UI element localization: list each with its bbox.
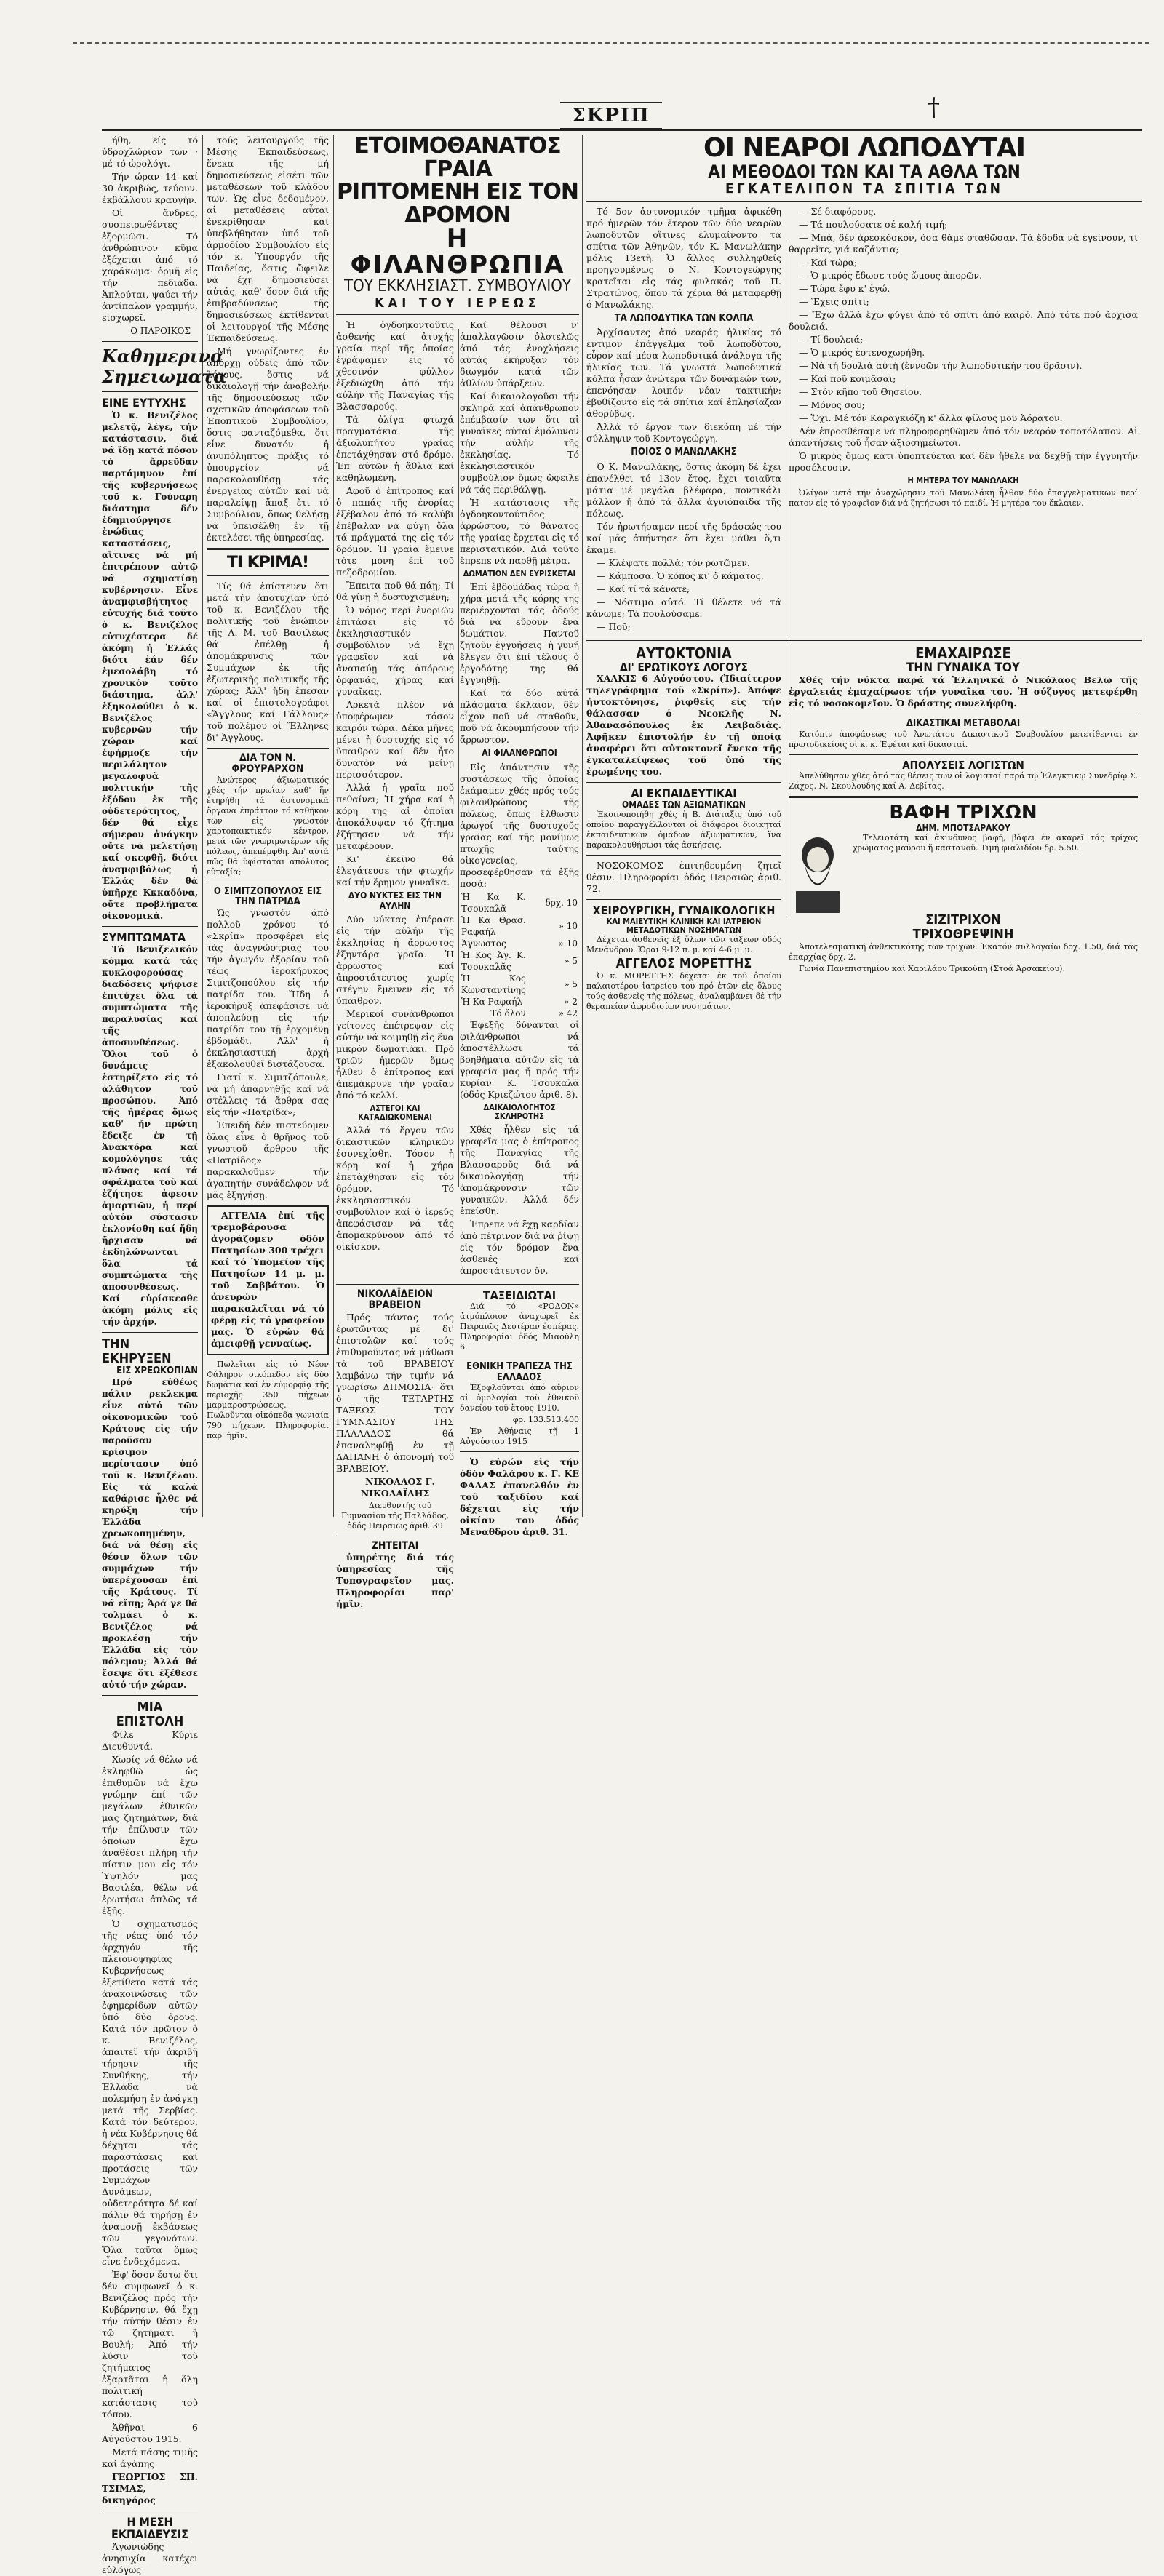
donation-row <box>460 914 579 938</box>
dialog-line: — Τώρα ἔφυ κ' ἐγώ. <box>799 283 890 295</box>
article-body: Ἐπειδή δέν πιστεύομεν ὅλας εἶνε ὁ θρῆνος τοῦ γνωστοῦ ἄρθρου τῆς «Πατρίδος» παρακαλοῦμεν τήν ἀγαπητήν συνάδελφον νά μᾶς ἐξηγήσῃ. <box>207 1120 329 1201</box>
intro-paragraph: Οἱ ἄνδρες, συσπειρωθέντες ἐξορμῶσι. Τό ἀνθρώπινον κῦμα ἐξέχεται ἀπό τό χαράκωμα· ὁρμῆ εἰς τήν πεδιάδα. Ἀπλούται, ψαύει τήν ἀντίπαλον γραμμήν, εἰσχωρεῖ. <box>102 207 198 323</box>
article-body: Εἰς ἀπάντησιν τῆς συστάσεως τῆς ὁποίας ἐκάμαμεν χθές πρός τούς φιλανθρώπους τῆς πόλεως, ὅπως ἔλθωσιν ἀρωγοί τῆς δυστυχοῦς γραίας καί τῆς μονίμως πτωχῆς ταύτης οἰκογενείας, προσεφέρθησαν τά ἑξῆς ποσά: <box>460 761 579 889</box>
total-label: Τό ὅλον <box>490 1008 526 1018</box>
dialog-line: — Μόνος σου; <box>799 399 865 411</box>
donation-row <box>460 949 579 973</box>
ad-subtitle: ΔΗΜ. ΜΠΟΤΣΑΡΑΚΟΥ <box>916 822 1010 833</box>
travel-bank-notices <box>460 1289 579 1611</box>
article-headline: ΑΠΟΛΥΣΕΙΣ ΛΟΓΙΣΤΩΝ <box>902 758 1024 772</box>
article-headline: ΕΜΑΧΑΙΡΩΣΕ <box>915 644 1011 662</box>
article-body: Καί θέλουσι ν' ἀπαλλαγῶσιν ὁλοτελῶς ἀπό τάς ἐνοχλήσεις αὐτάς ἐκήρυξαν τόν διωγμόν κατά τῶν ἀθλίων ὑπάρξεων. <box>460 319 579 389</box>
divider <box>789 796 1138 798</box>
divider <box>789 754 1138 755</box>
article-headline: ΕΙΝΕ ΕΥΤΥΧΗΣ <box>102 396 186 410</box>
wanted-title: ΖΗΤΕΙΤΑΙ <box>371 1539 419 1552</box>
subheading: ΔΥΟ ΝΥΚΤΕΣ ΕΙΣ ΤΗΝ ΑΥΛΗΝ <box>348 890 442 911</box>
column-2 <box>207 135 329 1517</box>
article-body: Τό 5ον ἀστυνομικόν τμῆμα ἀφικέθη πρό ἡμερῶν τόν ἕτερον τῶν δύο νεαρῶν λωποδυτῶν οἵτινες ἐλυμαίνοντο τά σπίτια τῶν Ἀθηνῶν, τόν Κ. Μανωλάκην μόλις 13ετῆ. Ὁ ἄλλος συλληφθείς προηγουμένως ὁ Ν. Κοντογεώργης κρατεῖται εἰς τάς φυλακάς τοῦ Π. Στρατώνος, ὅπου τά χέρια θά μεταφερθῇ ὁ Μανωλάκης. <box>586 206 781 311</box>
dialog-line: — Καί ποῦ κοιμᾶσαι; <box>799 373 896 385</box>
ad-body: Ὁ κ. ΜΟΡΕΤΤΗΣ δέχεται ἐκ τοῦ ὁποίου παλαιοτέρου ἰατρείου του πρό ἐτῶν εἰς ὅλους τούς ἀσθενεῖς τῆς πόλεως, ἀναλαμβάνει δέ τήν θεραπείαν ἀφροδισίων νοσημάτων. <box>586 970 781 1011</box>
dialog-line: — Τά πουλούσατε σέ καλή τιμή; <box>799 219 948 231</box>
dialog-line: — Νά τή δουλιά αὐτή (ἐννοῶν τήν λωποδυτικήν του δρᾶσιν). <box>799 360 1083 372</box>
classified-ad: Πωλεῖται εἰς τό Νέον Φάληρον οἰκόπεδον εἰς δύο δωμάτια καί ἐν εὐμορφίᾳ τῆς περιοχῆς 350 πήχεων μαρμαροστρώσεως. Πωλοῦνται οἰκόπεδα γωνιαία 790 πήχεων. Πληροφορίαι παρ' ἡμῖν. <box>207 1360 329 1441</box>
letter-signature: ΓΕΩΡΓΙΟΣ ΣΠ. ΤΣΙΜΑΣ, δικηγόρος <box>102 2471 198 2505</box>
article-body: Τόν ἠρωτήσαμεν περί τῆς δράσεώς του καί μᾶς ἀπήντησε ὅτι ἔχει μάθει ὅ,τι ἔκαμε. <box>586 520 781 555</box>
article-body: Ἐφεξῆς δύνανται οἱ φιλάνθρωποι νά ἀποστέλλωσι τά βοηθήματα αὐτῶν εἰς τά γραφεία μας ἤ πρός τήν κυρίαν Κ. Τσουκαλᾶ (ὁδός Κριεζώτου ἀριθ. 8). <box>460 1018 579 1100</box>
article-body: Ἀνώτερος ἀξιωματικός χθές τήν πρωΐαν καθ' ἥν ἐτηρήθη τά ἀστυνομικά ὄργανα ἐπράττον τό καθῆκον των εἰς γνωστόν χαρτοπαικτικόν κέντρον, μετά τῶν γνωριμωτέρων τῆς πόλεως, ἀπεπέμφθη. Ἀπ' αὐτά πῶς θά ὑφίσταται ἀπόλυτος εὐταξία; <box>207 775 329 877</box>
dialog-line: — Στόν κῆπο τοῦ Θησείου. <box>799 386 922 398</box>
news-row <box>586 645 1142 1013</box>
letter-greeting: Φίλε Κύριε Διευθυντά, <box>102 1728 198 1752</box>
article-body: Τά ὀλίγα φτωχά πραγματάκια τῆς ἀξιολυπήτου γραίας ἐπετάχθησαν στό δρόμο. Ἐπ' αὐτῶν ἡ ἄθλια καί καθηλωμένη. <box>336 414 454 484</box>
story-right <box>789 206 1138 634</box>
dialog-line: — Ὄχι. Μέ τόν Καραγκιόζη κ' ἄλλα φίλους μου Ἀόρατον. <box>799 412 1063 424</box>
article-body: Ἔπειτα ποῦ θά πάῃ; Τί θά γίνῃ ἡ δυστυχισμένη; <box>336 580 454 603</box>
ad-title: ΧΕΙΡΟΥΡΓΙΚΗ, ΓΥΝΑΙΚΟΛΟΓΙΚΗ <box>592 903 776 917</box>
ad-body: Ἀποτελεσματική ἀνθεκτικότης τῶν τριχῶν. Ἐκατόν συλλογαίω δρχ. 1.50, διά τάς ἐπαρχίας δρχ. 2. <box>789 941 1138 962</box>
article-body: Χθές τήν νύκτα παρά τά Ἑλληνικά ὁ Νικόλαος Βελω τῆς ἐργαλειάς ἐμαχαίρωσε τήν γυναῖκα του. Ἡ σύζυγος μετεφέρθη εἰς τό νοσοκομεῖον. Ὁ δράστης συνελήφθη. <box>789 674 1138 709</box>
divider <box>586 855 781 856</box>
article-body: Ἐκοινοποιήθη χθές ἡ Β. Διάταξις ὑπό τοῦ ὁποίου παραγγέλλονται οἱ διάφοροι διοικηταί ἐκπαιδευτικῶν ὁμάδων ἀξιωματικῶν, ἵνα παρακολουθήσωσι τάς ἀσκήσεις. <box>586 809 781 850</box>
suicide-story <box>586 645 781 1013</box>
notice-signature-detail: Διευθυντής τοῦ Γυμνασίου τῆς Παλλάδος, ὁδός Πειραιῶς ἀριθ. 39 <box>341 1500 449 1531</box>
donation-amount: » 5 <box>564 978 578 989</box>
article-body: Ἐπί ἑβδομάδας τώρα ἡ χήρα μετά τῆς κόρης της περιέρχονται τάς ὁδούς διά νά εὕρουν ἕνα δωμάτιον. Παντοῦ ζητοῦν ἐγγυήσεις· ἡ γυνή ἔλεγεν ὅτι ἐπί τέλους ὁ ἐργοδότης της θά ἐγγυηθῇ. <box>460 581 579 686</box>
article-body: Δύο νύκτας ἐπέρασε εἰς τήν αὐλήν τῆς ἐκκλησίας ἡ ἄρρωστος ἐξηντάρα γραῖα. Ἡ ἄρρωστος καί ἀπροστάτευτος χωρίς στέγην ἔμεινεν εἰς τό ὕπαιθρον. <box>336 913 454 1006</box>
article-headline: ΤΙ ΚΡΙΜΑ! <box>226 554 309 572</box>
article-headline: ΜΙΑ ΕΠΙΣΤΟΛΗ <box>116 1699 184 1729</box>
dialog-line: — Ποῦ; <box>597 621 631 632</box>
article-subheadline: ΔΙ' ΕΡΩΤΙΚΟΥΣ ΛΟΓΟΥΣ <box>620 660 748 674</box>
letter-date: Ἀθῆναι 6 Αὐγούστου 1915. <box>102 2421 198 2444</box>
article-body: Ὁ νόμος περί ἐνοριῶν ἐπιτάσει εἰς τό ἐκκλησιαστικόν συμβούλιον νά ἔχῃ γραφεῖον καί νά ἀναπαύῃ τάς ἀπόρους ὀρφανάς, χήρας καί γυναῖκας. <box>336 605 454 698</box>
column-divider <box>333 135 334 1517</box>
article-body: Ἡ κατάστασις τῆς ὀγδοηκοντούτιδος ἀρρώστου, τό θάνατος τῆς γραίας ἔρχεται εἰς τό περιστατικόν. Διά τοῦτο ἔπρεπε νά παρθῇ μέτρα. <box>460 497 579 567</box>
article-body: Ὁ Κ. Μανωλάκης, ὅστις ἀκόμη δέ ἔχει ἐπανέλθει τό 13ον ἔτος, ἔχει τοιαῦτα μάτια μέ μεγάλα βλέφαρα, ποντικάλι μάλλον ἤ ἀπό τά ἄλλα ἀγυιόπαιδα τῆς πόλεως. <box>586 460 781 519</box>
donations-total-row <box>460 1008 579 1019</box>
article-body: Ὡς γνωστόν ἀπό πολλοῦ χρόνου τό «Σκρίπ» προσφέρει εἰς τάς ἀναγνώστριας του τήν ἀγωγόν ἐξορίαν τοῦ τέως ἱεροκήρυκος Σιμιτζοπούλου εἰς τήν πατρίδα του. Ἤδη ὁ ἱεροκήρυξ ἀπεφάσισε νά ἀποπλεύσῃ εἰς τήν πατρίδα του τῇ ἐρχομένῃ ἑβδομάδι. Ἀλλ' ἡ ἐκκλησιαστική ἀρχή ἐξακολουθεῖ διστάζουσα. <box>207 907 329 1070</box>
notice-body: Διά τό «ΡΟΔΟΝ» ἀτμόπλοιον ἀναχωρεῖ ἐκ Πειραιῶς Δευτέραν ἑσπέρας. Πληροφορίαι ὁδός Μιαούλη 6. <box>460 1301 579 1352</box>
interview-dialog <box>789 206 1138 424</box>
left-subcolumn <box>336 319 454 1277</box>
story-subcolumns <box>586 206 1142 634</box>
divider <box>102 391 198 392</box>
intro-paragraph: ήθη, είς τό ὑδροχλώριον των · μέ τό ὡρολόγι. <box>102 135 198 169</box>
article-body: Χθές ἦλθεν εἰς τά γραφεῖα μας ὁ ἐπίτροπος τῆς Παναγίας τῆς Βλασσαροῦς διά νά δικαιολογήσῃ τήν ἀπομάκρυνσιν τῶν γυναικῶν. Ἀλλά δέν ἐπείσθη. <box>460 1123 579 1216</box>
classified-ad: ΝΟΣΟΚΟΜΟΣ ἐπιτηδευμένη ζητεῖ θέσιν. Πληροφορίαι ὁδός Πειραιῶς ἀριθ. 72. <box>586 859 781 894</box>
dialog-line: — Καί τί τά κάνατε; <box>597 583 690 594</box>
article-body: Ἀρχίσαντες ἀπό νεαράς ἡλικίας τό ἐντιμον ἐπάγγελμα τοῦ λωποδύτου, εὗρον καί μέσα λωποδυτικά ἀνάλογα τῆς ἡλικίας των. Τά γνωστά λωποδυτικά κόλπα ἦσαν ἀνώτερα τῶν δυνάμεών των, ἐπενόησαν λοιπόν νέαν τακτικήν: ἐβυθίζοντο εἰς τά σπίτια καί ἐπλησίαζαν ἀθορύβως. <box>586 327 781 420</box>
story-left <box>586 206 781 634</box>
dialog-line: — Σέ διαφόρους. <box>799 206 877 218</box>
notice-signature: ΝΙΚΟΛΑΟΣ Γ. ΝΙΚΟΛΑΪΔΗΣ <box>360 1475 435 1499</box>
donor-name: Ἡ Κα Κ. Τσουκαλᾶ <box>461 891 526 914</box>
article-body: Δέν ἐπροσθέσαμε νά πληροφορηθῶμεν ἀπό τόν νεαρόν τοποτόλαπον. Αἱ ἀπαντήσεις τοῦ ἦσαν ἀξιοσημείωτοι. <box>789 426 1138 449</box>
donation-row <box>460 938 579 949</box>
column-4 <box>586 135 1142 1517</box>
donor-name: Ἡ Κα Θρασ. Ραφαήλ <box>461 914 526 937</box>
hair-ad-body <box>789 833 1138 913</box>
dialog-line: — Μπά, δέν ἀρεσκόσκον, ὅσα θάμε σταθῶσαν. Τά ἔδοδα νά ἐγείνουν, τί θαρρεῖτε, γιά καζάντια; <box>789 232 1138 255</box>
article-headline: Ο ΣΙΜΙΤΖΟΠΟΥΛΟΣ ΕΙΣ ΤΗΝ ΠΑΤΡΙΔΑ <box>213 885 322 908</box>
article-headline: ΤΗΝ ΕΚΗΡΥΞΕΝ <box>102 1336 172 1366</box>
total-amount: » 42 <box>558 1008 578 1018</box>
column-1 <box>102 135 227 2575</box>
notice-body: Πρός πάντας τούς ἐρωτῶντας μέ δι' ἐπιστολῶν καί τούς ἐπιθυμοῦντας νά μάθωσι τά τοῦ ΒΡΑΒΕΙΟΥ λαμβάνω τήν τιμήν νά γνωρίσω ΔΗΜΟΣΙΑ· ὅτι ὁ τῆς ΤΕΤΑΡΤΗΣ ΤΑΞΕΩΣ ΤΟΥ ΓΥΜΝΑΣΙΟΥ ΤΗΣ ΠΑΛΛΑΔΟΣ θά ἐπαναληφθῇ ἐν τῇ ΔΑΠΑΝΗ ὁ ἀπονομή τοῦ ΒΡΑΒΕΙΟΥ. <box>336 1311 454 1474</box>
article-body: Ἀφοῦ ὁ ἐπίτροπος καί ὁ παπάς τῆς ἐνορίας ἐξέβαλον ἀπό τό καλύβι ἐπέβαλαν νά φύγῃ ὅλα τά πράγματά της εἰς τόν δρόμον. Ἡ γραῖα ἔμεινε τότε μόνη ἐπί τοῦ πεζοδρομίου. <box>336 485 454 578</box>
ad-body: Τελειοτάτη καί ἀκίνδυνος βαφή, βάφει ἐν ἀκαρεῖ τάς τρίχας χρώματος μαύρου ἤ καστανοῦ. Τιμή φιαλιδίου δρ. 5.50. <box>853 832 1138 853</box>
article-body: Κι' ἐκεῖνο θά ἐλεγάτευσε τήν φτωχήν καί τήν ἔρημον γυναῖκα. <box>336 853 454 888</box>
dialog-line: — Κάμποσα. Ὁ κόπος κι' ὁ κάματος. <box>597 570 764 581</box>
article-headline: ΔΙΑ ΤΟΝ Ν. ΦΡΟΥΡΑΡΧΟΝ <box>231 752 304 775</box>
subheading: ΔΑΙΚΑΙΟΛΟΓΗΤΟΣ ΣΚΛΗΡΟΤΗΣ <box>483 1102 556 1121</box>
subheading: ΠΟΙΟΣ Ο ΜΑΝΩΛΑΚΗΣ <box>631 447 737 458</box>
subheading: ΤΑ ΛΩΠΟΔΥΤΙΚΑ ΤΩΝ ΚΟΛΠΑ <box>614 313 754 324</box>
ad-title: ΤΡΙΧΟΘΡΕΨΙΝΗ <box>912 926 1014 942</box>
divider <box>102 341 198 342</box>
divider <box>102 926 198 927</box>
article-body: Τό Βενιζελικόν κόμμα κατά τάς κυκλοφορούσας διαδόσεις ψήφισε ἐπιτύχει ὅλα τά συμπτώματα τῆς παραλυσίας καί τῆς ἀποσυνθέσεως. Ὅλοι τοῦ ὁ δυνάμεις ἐστηρίζετο εἰς τό ἀλάθητον τοῦ προσώπου. Ἀπό τῆς ἡμέρας ὅμως καθ' ἥν πρώτη ἔδειξε ἐν τῇ Ἀνακτόρα καί κομολόγησε τάς πλάνας καί τά σφάλματα τοῦ καί ἐζήτησε ἀφεσιν ἁμαρτιῶν, ἡ περί αὐτόν σύστασιν ἐκλονίσθη καί ἤδη ἤρχισαν νά ἐκδηλώνωνται ὅλα τά συμπτώματα τῆς ἀποσυνθέσεως. Καί εὑρίσκεσθε ἀκόμη μόλις εἰς τήν ἀρχήν. <box>102 944 198 1328</box>
divider <box>102 1332 198 1333</box>
divider <box>336 1283 579 1285</box>
article-body: Ὁ μικρός ὅμως κάτι ὑποπτεύεται καί δέν ἤθελε νά δεχθῇ τήν ἐγγυητήν προσέλευσιν. <box>789 450 1138 474</box>
bank-amount: φρ. 133.513.400 <box>512 1415 579 1425</box>
dialog-line: — Νόστιμο αὐτό. Τί θέλετε νά τά κάνωμε; Τά πουλούσαμε. <box>586 596 781 619</box>
main-headline: ΡΙΠΤΟΜΕΝΗ ΕΙΣ ΤΟΝ ΔΡΟΜΟΝ <box>337 179 578 228</box>
article-body: Ἀλλά ἡ γραῖα ποῦ πεθαίνει; Ἡ χήρα καί ἡ κόρη της αἱ ὁποῖαι ἀποκάλυψαν τό ζήτημα ἐζήτησαν νά τήν μεταφέρουν. <box>336 782 454 852</box>
section-heading: Καθημερινα <box>102 346 224 367</box>
donation-amount: » 10 <box>558 920 578 931</box>
donation-amount: δρχ. 10 <box>545 897 578 908</box>
column-3 <box>336 133 579 1609</box>
subheading: ΑΙ ΦΙΛΑΝΘΡΩΠΟΙ <box>482 748 557 759</box>
article-headline: ΔΙΚΑΣΤΙΚΑΙ ΜΕΤΑΒΟΛΑΙ <box>906 718 1021 730</box>
main-headline: ΕΤΟΙΜΟΘΑΝΑΤΟΣ ΓΡΑΙΑ <box>354 133 561 182</box>
lost-item-notice: Ὁ εὑρών εἰς τήν ὁδόν Φαλάρου κ. Γ. ΚΕ ΦΑΛΑΣ ἐπανελθόν ἐν τοῦ ταξιδίου καί δέχεται εἰς τήν οἰκίαν του ὁδός Μεναθδρου ἀριθ. 31. <box>460 1456 579 1538</box>
donor-name: Ἡ Κος Κωνσταντίνης <box>461 973 526 995</box>
article-body: Μερικοί συνάνθρωποι γείτονες ἐπέτρεψαν εἰς αὐτήν νά κοιμηθῇ εἰς ἕνα μικρόν δωματιάκι. Πρό τριῶν ἡμερῶν ὅμως ἦλθεν ὁ ἐπίτροπος καί ἀπεμάκρυνε τήν γραῖαν ἀπό τό κελλί. <box>336 1008 454 1101</box>
donation-amount: » 2 <box>564 996 578 1007</box>
ad-title: ΣΙΖΙΤΡΙΧΟΝ <box>925 912 1001 928</box>
article-body: Τίς θά ἐπίστευεν ὅτι μετά τήν ἀποτυχίαν ὑπό τοῦ κ. Βενιζέλου τῆς πολιτικῆς τοῦ ἐνώπιον τῆς Α. Μ. τοῦ Βασιλέως θά ἐπέλθῃ ἡ ἀπομάκρυνσις τῶν Συμμάχων ἐκ τῆς ἐξωτερικῆς πολιτικῆς τῆς χώρας; Ἀλλ' ἤδη ἔπεσαν καί οἱ ἐπιστολογράφοι «Ἄγγλους καί Γάλλους» τοῦ πολέμου οἱ Ἕλληνες δι' Ἀγγλους. <box>207 581 329 743</box>
main-headline: ΚΑΙ ΤΟΥ ΙΕΡΕΩΣ <box>375 295 541 311</box>
bank-date: Ἐν Ἀθήναις τῇ 1 Αὐγούστου 1915 <box>460 1427 579 1447</box>
bottom-notices <box>336 1289 579 1611</box>
bearded-man-illustration-icon <box>789 833 847 913</box>
letter-closing: Μετά πάσης τιμῆς καί ἀγάπης <box>102 2446 198 2469</box>
donor-name: Ἡ Κος Ἀγ. Κ. Τσουκαλᾶς <box>461 949 526 972</box>
article-body: Ὁ κ. Βενιζέλος μελετᾷ, λέγε, τήν κατάστασιν, διά νά ἴδῃ κατά πόσον τό ἄρρεῦδαν παρτάμηνον ἐπί τῆς κυβερνήσεως τοῦ κ. Γούναρη διάστημα δέν ἐδημιούργησε ἐνώδιας καταστάσεις, αἵτινες νά μή ἐπιτρέπουν αὐτῷ νά σχηματίσῃ κυβέρνησιν. Εἶνε ἀναμφισβήτητος εὐτυχής διά τοῦτο ὁ κ. Βενιζέλος εὐτυχέστερα δέ ἀκόμη ἡ Ἑλλάς διότι ἐάν δέν ἐμεσολάβη τό χρονικόν τοῦτο διάστημα, ἀλλ' ἐξηκολούθει ὁ κ. Βενιζέλος κυβερνῶν τήν χώραν καί ἐφήρμοζε τήν περιλάλητον μεγαλοφυᾶ πολιτικήν τῆς ἐξόδου ἐκ τῆς οὐδετερότητος, δέν θά εἶχε σήμερον ἀνάγκην οὔτε νά μελετήσῃ καί σκεφθῇ, διότι ἀναμφιβόλως ἡ Ἑλλάς δέν θά ὑπῆρχε Κκκαδόνα, οὔτε προβλήματα οἰκονομικά. <box>102 410 198 921</box>
article-body: Ἀγωνιώδης ἀνησυχία κατέχει εὐλόγως <box>102 2540 198 2575</box>
cross-mark: † <box>928 93 940 122</box>
main-headline: Η ΦΙΛΑΝΘΡΩΠΙΑ <box>350 224 565 279</box>
dialog-line: — Ἔχεις σπίτι; <box>799 296 869 308</box>
article-body: Ἀλλά τό ἔργον τῶν δικαστικῶν κληρικῶν ἐσυνεχίσθη. Τόσον ἡ κόρη καί ἡ χήρα ἐπετάχθησαν εἰς τόν δρόμον. Τό ἐκκλησιαστικόν συμβούλιον καί ὁ ἱερεύς ἀπεφάσισαν νά τάς ἀπομακρύνουν ἀπό τό οἰκίσκον. <box>336 1124 454 1252</box>
donation-row <box>460 973 579 996</box>
header-rule <box>102 129 1142 131</box>
ad-name: ΑΓΓΕΛΟΣ ΜΟΡΕΤΤΗΣ <box>615 955 752 971</box>
article-body: Ἀπελύθησαν χθές ἀπό τάς θέσεις των οἱ λογισταί παρά τῷ Ἐλεγκτικῷ Συνεδρίῳ Σ. Ζάχος, Ν. Σκουλούδης καί Α. Δεβίτας. <box>789 771 1138 791</box>
main-headline: ΑΙ ΜΕΘΟΔΟΙ ΤΩΝ ΚΑΙ ΤΑ ΑΘΛΑ ΤΩΝ <box>708 161 1021 182</box>
article-body: Ἀρκετά πλέον νά ὑποφέρωμεν τόσον καιρόν τώρα. Δέκα μῆνες μένει ἡ δυστυχής εἰς τό ὕπαιθρον καί δέν ἦτο δυνατόν νά μείνῃ περισσότερον. <box>336 699 454 781</box>
dialog-line: — Ὁ μικρός ἐστενοχωρήθη. <box>799 347 925 359</box>
wanted-body: ὑπηρέτης διά τάς ὑπηρεσίας τῆς Τυπογραφεῖον μας. Πληροφορίαι παρ' ἡμῖν. <box>336 1552 454 1609</box>
column-divider <box>202 135 203 1517</box>
two-column-body <box>336 319 579 1277</box>
donation-row <box>460 996 579 1008</box>
interview-dialog <box>586 557 781 633</box>
article-body: Ἐπρεπε νά ἔχῃ καρδίαν ἀπό πέτρινον διά νά ῥίψῃ εἰς τόν δρόμον ἕνα ἀσθενές καί ἀπροστάτευτον ὄν. <box>460 1218 579 1276</box>
main-headline: ΟΙ ΝΕΑΡΟΙ ΛΩΠΟΔΥΤΑΙ <box>703 133 1025 163</box>
donation-amount: » 5 <box>564 955 578 966</box>
article-body: Ἐφ' ὅσον ἔστω ὅτι δέν συμφωνεῖ ὁ κ. Βενιζέλος πρός τήν Κυβέρνησιν, θά ἔχῃ τήν αὐτήν θέσιν ἐν τῷ ζητήματι ἡ Βουλή; Ἀπό τήν λύσιν τοῦ ζητήματος ἐξαρτᾶται ἡ ὅλη πολιτική κατάστασις τοῦ τόπου. <box>102 2268 198 2420</box>
article-body: Κατόπιν ἀποφάσεως τοῦ Ἀνωτάτου Δικαστικοῦ Συμβουλίου μετετίθενται ἐν πρωτοδικείοις οἱ κ. κ. Ἐφέται καί δικασταί. <box>789 729 1138 749</box>
top-edge-rule <box>73 42 1149 49</box>
masthead-title: ΣΚΡΙΠ <box>560 102 662 129</box>
divider <box>102 1695 198 1696</box>
donor-name: Ἀγνωστος <box>461 938 506 949</box>
ad-address: Γωνία Πανεπιστημίου καί Χαριλάου Τρικούπη (Στοά Ἀρσακείου). <box>799 963 1065 973</box>
dialog-line: — Κλέψατε πολλά; τόν ρωτῶμεν. <box>597 557 750 568</box>
article-headline: Η ΜΕΣΗ ΕΚΠΑΙΔΕΥΣΙΣ <box>111 2514 188 2542</box>
dialog-line: — Καί τώρα; <box>799 257 858 268</box>
main-headline: ΕΓΚΑΤΕΛΙΠΟΝ ΤΑ ΣΠΙΤΙΑ ΤΩΝ <box>725 180 1003 197</box>
divider <box>586 782 781 783</box>
intro-paragraph: Τήν ώραν 14 καί 30 ἀκριβώς, τεύουν. ἐκβάλλουν κραυγήν. <box>102 171 198 205</box>
article-body: Ὀλίγον μετά τήν ἀναχώρησιν τοῦ Μανωλάκη ἦλθον δύο ἐπαγγελματικῶν περί πατον εἰς τό γραφεῖον διά νά ζητήσωσι τό παιδί. Ἡ μητέρα του ἔκλαιεν. <box>789 488 1138 509</box>
article-headline: ΣΥΜΠΤΩΜΑΤΑ <box>102 930 186 944</box>
divider <box>336 314 579 315</box>
bank-title: ΕΘΝΙΚΗ ΤΡΑΠΕΖΑ ΤΗΣ ΕΛΛΑΔΟΣ <box>466 1361 573 1383</box>
ad-text: ΑΓΓΕΛΙΑ ἐπί τῆς τρεμοβάρουσα ἀγοράζομεν ὁδόν Πατησίων 300 τρέχει καί τό Ὑπομείον τῆς Πατησίων 14 μ. μ. τοῦ Σαββάτου. Ὁ ἀνευρών παρακαλεῖται νά τό φέρῃ εἰς τό γραφείον μας. Ὁ εὑρών θά ἀμειφθῇ γενναίως. <box>211 1210 324 1349</box>
subheading: ΑΣΤΕΓΟΙ ΚΑΙ ΚΑΤΑΔΙΩΚΟΜΕΝΑΙ <box>358 1103 432 1122</box>
author-signature: Ο ΠΑΡΟΙΚΟΣ <box>130 326 191 336</box>
dialog-line: — Τί δουλειά; <box>799 334 864 346</box>
divider <box>207 748 329 749</box>
classified-ad <box>207 1205 329 1355</box>
ad-title: ΒΑΦΗ ΤΡΙΧΩΝ <box>889 802 1037 824</box>
subheading: ΔΩΜΑΤΙΟΝ ΔΕΝ ΕΥΡΙΣΚΕΤΑΙ <box>463 569 576 579</box>
main-headline: ΤΟΥ ΕΚΚΛΗΣΙΑΣΤ. ΣΥΜΒΟΥΛΙΟΥ <box>344 277 571 296</box>
divider <box>207 548 329 550</box>
ad-subtitle: ΚΑΙ ΜΑΙΕΥΤΙΚΗ ΚΛΙΝΙΚΗ ΚΑΙ ΙΑΤΡΕΙΟΝ ΜΕΤΑΔΟΤΙΚΩΝ ΝΟΣΗΜΑΤΩΝ <box>606 916 762 935</box>
article-body: ΧΑΛΚΙΣ 6 Αὐγούστου. (Ἰδιαίτερον τηλεγράφημα τοῦ «Σκρίπ»). Ἀπόψε ἠυτοκτόνησε, ῥιφθείς εἰς τήν θάλασσαν ὁ Νεοκλῆς Ν. Ἀθανασόπουλος ἐκ Λειβαδιᾶς. Ἀφῆκεν ἐπιστολήν ἐν τῇ ὁποίᾳ ἀναφέρει ὅτι αὐτοκτονεῖ ἕνεκα τῆς ἐγκαταλείψεως τοῦ ὑπό τῆς ἐρωμένης του. <box>586 673 781 778</box>
divider <box>207 575 329 576</box>
column-divider <box>582 135 583 1517</box>
article-subheadline: ΤΗΝ ΓΥΝΑΙΚΑ ΤΟΥ <box>906 660 1020 675</box>
divider <box>460 1451 579 1452</box>
article-body: Καί τά δύο αὐτά πλάσματα ἔκλαιον, δέν εἶχον ποῦ νά σταθοῦν, ποῦ νά ἀκουμπήσουν τήν ἄρρωστον. <box>460 687 579 746</box>
article-body: Ἀλλά τό ἔργον των διεκόπη μέ τήν σύλληψιν τοῦ Κοντογεώργη. <box>586 421 781 444</box>
article-body: τούς λειτουργούς τῆς Μέσης Ἐκπαιδεύσεως, ἕνεκα τῆς μή δημοσιεύσεως εἰσέτι τῶν μεταθέσεων τοῦ κλάδου των. Ὡς εἶνε δεδομένον, αἱ μεταθέσεις αὗται ἐνεκρίθησαν καί ὑπεβλήθησαν ὑπό τοῦ ἁρμοδίου Συμβουλίου εἰς τόν κ. Ὑπουργόν τῆς Παιδείας, ὅστις ὤφειλε νά ἔχῃ δημοσιεύσει αὐτάς, καθ' ὅσον διά τῆς ἐπιβραδύνσεως τῆς δημοσιεύσεως ἐκτίθενται οἱ λειτουργοί τῆς Μέσης Ἐκπαιδεύσεως. <box>207 135 329 343</box>
donor-name: Ἡ Κα Ραφαήλ <box>461 996 523 1007</box>
bank-body: Ἐξοφλοῦνται ἀπό αὔριον αἱ ὁμολογίαι τοῦ ἐθνικοῦ δανείου τοῦ ἔτους 1910. <box>460 1383 579 1413</box>
subheading: Η ΜΗΤΕΡΑ ΤΟΥ ΜΑΝΩΛΑΚΗ <box>907 476 1019 486</box>
article-body: Μή γνωρίζοντες ἐν ἀπόρχῃ οὐδείς ἀπό τῶν λόγους, ὅστις νά δικαιολογῇ τήν ἀναβολήν τῆς δημοσιεύσεως τῶν σχετικῶν ἀποφάσεων τοῦ Ἐποπτικοῦ Συμβουλίου, ὅστις φανταζόμεθα, ὅτι εἶνε δυνατόν ἡ ἀνυπόληπτος πράξις τό ὑπουργείον νά παρακολουθήσῃ τάς ἐνεργείας αὐτῶν καί νά παραλείψῃ ἄπαξ ἔτι τό Συμβούλιον, ὅπως θελήσῃ νά ὑπεισέλθῃ ἐν τῇ ἐκτελέσει τῆς ὑπηρεσίας. <box>207 346 329 543</box>
right-news <box>789 645 1138 1013</box>
divider <box>586 639 1142 641</box>
article-body: Χωρίς νά θέλω νά ἐκληφθῶ ὡς ἐπιθυμῶν νά ἔχω γνώμην ἐπί τῶν μεγάλων ἐθνικῶν μας ζητημάτων, διά τήν ἐπίλυσιν τῶν ὁποίων ἔχω ἀναθέσει πλήρη τήν πίστιν μου εἰς τόν Ὑψηλόν μας Βασιλέα, θέλω νά ἐρωτήσω ἁπλῶς τά ἑξῆς. <box>102 1753 198 1916</box>
donation-amount: » 10 <box>558 938 578 949</box>
right-subcolumn <box>460 319 579 1277</box>
prize-notice <box>336 1289 454 1611</box>
article-subheadline: ΕΙΣ ΧΡΕΩΚΟΠΙΑΝ <box>116 1365 198 1376</box>
article-subheadline: ΟΜΑΔΕΣ ΤΩΝ ΑΞΙΩΜΑΤΙΚΩΝ <box>622 799 746 810</box>
article-body: Γιατί κ. Σιμιτζόπουλε, νά μή ἀπαρνηθῇς καί νά στέλλεις τά ἄρθρα σας εἰς τήν «Πατρίδα»; <box>207 1072 329 1118</box>
divider <box>586 201 1142 202</box>
notice-title: ΝΙΚΟΛΑΪΔΕΙΟΝ ΒΡΑΒΕΙΟΝ <box>356 1288 434 1312</box>
article-body: Πρό εὐθέως πάλιν ρεκλεκμα εἶνε αὐτό τῶν οἰκονομικῶν τοῦ Κράτους εἰς τήν παροῦσαν κρίσιμον περίστασιν ὑπό τοῦ κ. Βενιζέλου. Εἰς τά καλά καθάρισε ἦλθε νά κηρύξη τήν Ἑλλάδα χρεωκοπημένην, διά νά θέσῃ εἰς θέσιν ὅλων τῶν συμμάχων τήν ὑπερέχουσαν ἐπί τῆς Κράτους. Τί νά εἴπῃ; Ἀρά γε θά τολμάει ὁ κ. Βενιζέλος νά προκλέσῃ τήν Ἑλλάδα εἰς τόν πόλεμον; Ἀλλά θά ἔσεψε ὅτι ἐξέθεσε αὐτό τήν χώραν. <box>102 1377 198 1691</box>
donations-table <box>460 891 579 1019</box>
ad-body: Δέχεται ἀσθενεῖς ἐξ ὅλων τῶν τάξεων ὁδός Μενάνδρου. Ὥραι 9-12 π. μ. καί 4-6 μ. μ. <box>586 934 781 954</box>
article-body: Ὁ σχηματισμός τῆς νέας ὑπό τόν ἀρχηγόν τῆς πλειονοψηφίας Κυβερνήσεως ἐξετίθετο κατά τάς ἀνακοινώσεις τῶν ἐφημερίδων αὐτῶν ὑπό δύο ὄρους. Κατά τόν πρῶτον ὁ κ. Βενιζέλος, ἀπαιτεῖ τήν ἀκριβῆ τήρησιν τῆς Συνθήκης, τήν Ἑλλάδα νά πολεμήσῃ ἐν ἀνάγκῃ μετά τῆς Σερβίας. Κατά τόν δεύτερον, ἡ νέα Κυβέρνησις θά δέχηται τάς παραστάσεις καί προτάσεις τῶν Συμμάχων Δυνάμεων, οὐδετερότητα δέ καί πάλιν θά τηρήσῃ ἐν ἀναμονῇ ἐκβάσεως τῶν γεγονότων. Ὅλα ταῦτα ὅμως εἶνε ἐνδεχόμενα. <box>102 1918 198 2267</box>
article-headline: ΑΙ ΕΚΠΑΙΔΕΥΤΙΚΑΙ <box>631 786 737 801</box>
notice-title: ΤΑΞΕΙΔΙΩΤΑΙ <box>482 1288 557 1302</box>
article-body: Καί δικαιολογοῦσι τήν σκληρά καί ἀπάνθρωπον ἐπέμβασίν των ὅτι αἱ γυναῖκες αὐταί ἐμόλυνον τήν αὐλήν τῆς ἐκκλησίας. Τό ἐκκλησιαστικόν συμβούλιον ὅμως ὤφειλε νά τάς περιθάλψῃ. <box>460 391 579 495</box>
dialog-line: — Ἔχω ἀλλά ἔχω φύγει ἀπό τό σπίτι ἀπό καιρό. Ἀπό τότε πού ἄρχισα δουλειά. <box>789 309 1138 332</box>
donation-row <box>460 891 579 914</box>
article-headline: ΑΥΤΟΚΤΟΝΙΑ <box>636 644 732 662</box>
article-body: Ἡ ὀγδοηκοντοῦτις ἀσθενής καί ἀτυχής γραία περί τῆς ὁποίας ἐγράψαμεν εἰς τό χθεσινόν φύλλον ἐξεδιώχθη ἀπό τήν αὐλήν τῆς Παναγίας τῆς Βλασσαρούς. <box>336 319 454 412</box>
dialog-line: — Ὁ μικρός ἔδωσε τούς ὤμους ἀπορῶν. <box>799 270 983 282</box>
divider <box>586 899 781 900</box>
section-heading: Σημειωματα <box>102 366 227 387</box>
